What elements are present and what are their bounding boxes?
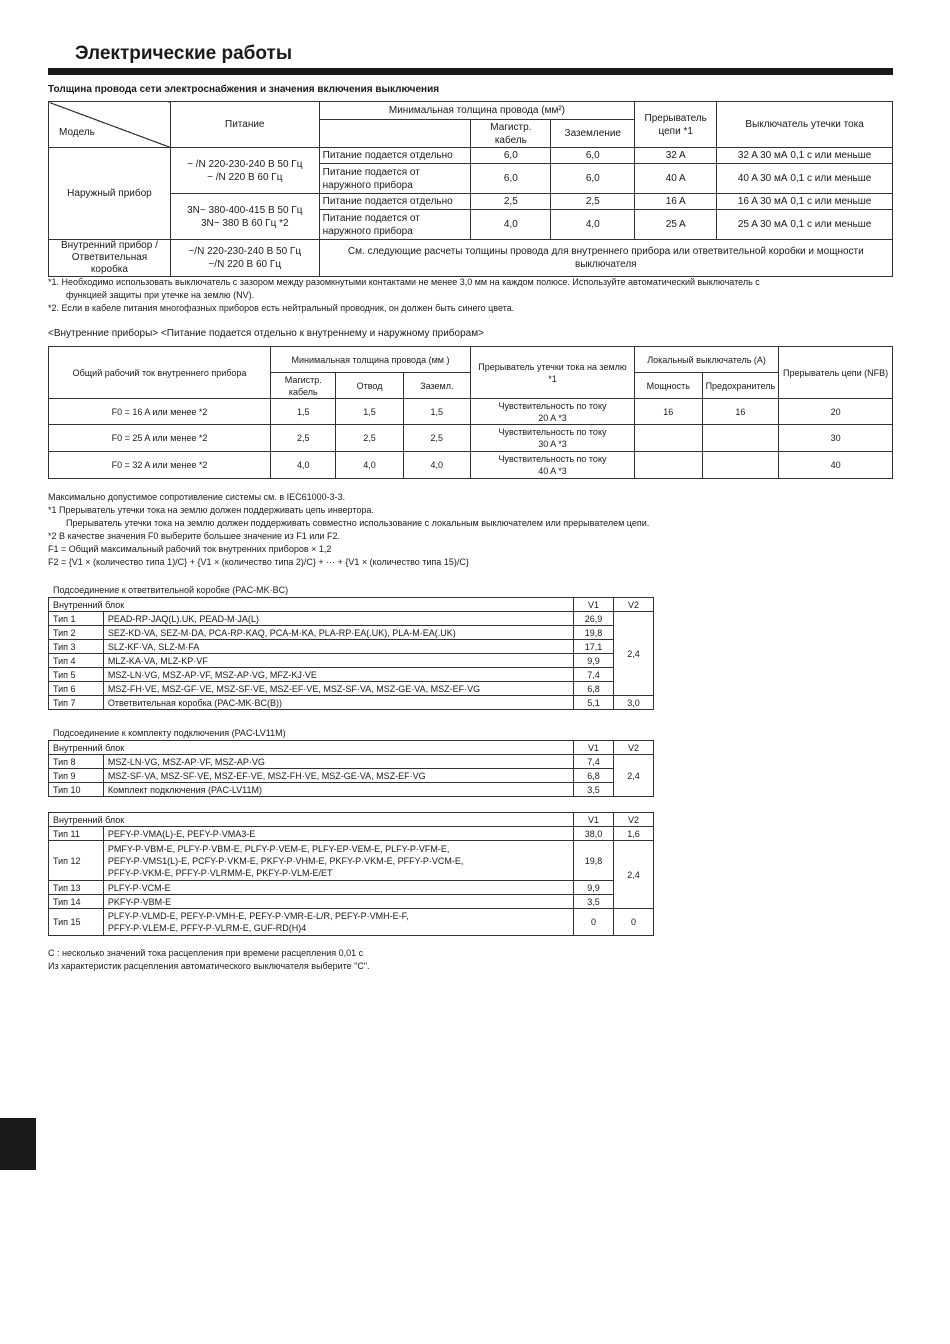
v2-cell: 0	[614, 909, 654, 936]
capacity-value: 16	[634, 399, 702, 425]
title-rule	[48, 68, 893, 75]
type-cell: Тип 8	[49, 755, 104, 769]
type-cell: Тип 7	[49, 696, 104, 710]
unit-header: Внутренний блок	[49, 741, 574, 755]
branch-value: 4,0	[336, 452, 403, 479]
leak-value: Чувствительность по току 40 A *3	[470, 452, 634, 479]
v2-cell: 2,4	[614, 612, 654, 696]
power-3: ~/N 220-230-240 В 50 Гц ~/N 220 В 60 Гц	[170, 240, 319, 277]
connection-kit-table	[48, 740, 654, 797]
main-value: 4,0	[271, 452, 336, 479]
v2-header: V2	[614, 813, 654, 827]
v2-cell: 3,0	[614, 696, 654, 710]
unit-header: Внутренний блок	[49, 813, 574, 827]
supply-desc: Питание подается от наружного прибора	[319, 210, 471, 240]
fuse-header: Предохранитель	[702, 373, 779, 399]
v1-cell: 6,8	[574, 682, 614, 696]
note-line: Максимально допустимое сопротивление системы см. в IEC61000-3-3.	[48, 492, 346, 502]
v1-cell: 6,8	[574, 769, 614, 783]
leak-value: Чувствительность по току 30 A *3	[470, 425, 634, 452]
supply-desc: Питание подается от наружного прибора	[319, 164, 471, 194]
leak-value: 40 A 30 мА 0,1 с или меньше	[717, 164, 893, 194]
models-cell: MSZ-LN·VG, MSZ-AP·VF, MSZ-AP·VG, MFZ-KJ·VE	[103, 668, 573, 682]
models-cell: PEFY-P·VMA(L)-E, PEFY-P·VMA3-E	[103, 827, 573, 841]
main-value: 2,5	[471, 194, 551, 210]
type-cell: Тип 2	[49, 626, 104, 640]
models-cell: Комплект подключения (PAC-LV11M)	[103, 783, 573, 797]
f0-value: F0 = 25 A или менее *2	[49, 425, 271, 452]
page-edge-tab	[0, 1118, 36, 1170]
v1-cell: 0	[574, 909, 614, 936]
note-line: *2 В качестве значения F0 выберите большее значение из F1 или F2.	[48, 531, 341, 541]
v1-cell: 7,4	[574, 755, 614, 769]
min-thickness-header: Минимальная толщина провода (мм²)	[319, 102, 635, 120]
table1-notes	[48, 276, 893, 315]
ground-value: 2,5	[403, 425, 470, 452]
nfb-value: 20	[779, 399, 893, 425]
branch-value: 1,5	[336, 399, 403, 425]
min-thickness-header: Минимальная толщина провода (мм )	[271, 347, 471, 373]
v2-header: V2	[614, 598, 654, 612]
power-2: 3N~ 380-400-415 В 50 Гц 3N~ 380 В 60 Гц *2	[170, 194, 319, 240]
models-cell: MSZ-LN·VG, MSZ-AP·VF, MSZ-AP·VG	[103, 755, 573, 769]
power-1: ~ /N 220-230-240 В 50 Гц ~ /N 220 В 60 Гц	[170, 148, 319, 194]
note-line: *1 Прерыватель утечки тока на землю должен поддерживать цепь инвертора.	[48, 505, 374, 515]
model-header: Модель	[49, 102, 171, 148]
main-value: 6,0	[471, 148, 551, 164]
main-value: 1,5	[271, 399, 336, 425]
capacity-value	[634, 452, 702, 479]
breaker-header: Прерыватель цепи *1	[635, 102, 717, 148]
type-cell: Тип 1	[49, 612, 104, 626]
main-cable-header: Магистр. кабель	[471, 120, 551, 148]
models-cell: PKFY-P·VBM-E	[103, 895, 573, 909]
v1-cell: 19,8	[574, 841, 614, 881]
nfb-value: 40	[779, 452, 893, 479]
type-cell: Тип 3	[49, 640, 104, 654]
models-cell: MSZ-FH·VE, MSZ-GF·VE, MSZ-SF·VE, MSZ-EF·VE, MSZ-SF·VA, MSZ-GE·VA, MSZ-EF·VG	[103, 682, 573, 696]
power-supply-table	[48, 101, 893, 277]
breaker-value: 16 A	[635, 194, 717, 210]
models-cell: SEZ-KD·VA, SEZ-M·DA, PCA-RP·KAQ, PCA-M·KA, PLA-RP·EA(.UK), PLA-M·EA(.UK)	[103, 626, 573, 640]
v1-cell: 7,4	[574, 668, 614, 682]
power-header: Питание	[170, 102, 319, 148]
type-cell: Тип 9	[49, 769, 104, 783]
ground-value: 1,5	[403, 399, 470, 425]
supply-desc: Питание подается отдельно	[319, 194, 471, 210]
v1-header: V1	[574, 741, 614, 755]
nfb-value: 30	[779, 425, 893, 452]
nfb-header: Прерыватель цепи (NFB)	[779, 347, 893, 399]
page-title: Электрические работы	[75, 43, 293, 64]
leak-value: Чувствительность по току 20 A *3	[470, 399, 634, 425]
outdoor-unit-cell: Наружный прибор	[49, 148, 171, 240]
models-cell: PMFY-P·VBM-E, PLFY-P·VBM-E, PLFY-P·VEM-E, PLFY-EP·VEM-E, PLFY-P·VFM-E, PEFY-P·VMS1(L)-E, PCFY-P·VKM-E, PKFY-P·VHM-E, PKFY-P·VKM-E, PFFY-P·VCM-E, PFFY-P·VKM-E, PFFY-P·VLRMM-E, PKFY-P·VLM-E/ET	[103, 841, 573, 881]
ground-header: Заземл.	[403, 373, 470, 399]
models-cell: PEAD-RP·JAQ(L).UK, PEAD-M·JA(L)	[103, 612, 573, 626]
indoor-block-table	[48, 812, 654, 936]
leak-breaker-header: Прерыватель утечки тока на землю *1	[470, 347, 634, 399]
breaker-value: 32 A	[635, 148, 717, 164]
ground-value: 4,0	[403, 452, 470, 479]
leak-value: 25 A 30 мА 0,1 с или меньше	[717, 210, 893, 240]
leak-value: 16 A 30 мА 0,1 с или меньше	[717, 194, 893, 210]
type-cell: Тип 14	[49, 895, 104, 909]
models-cell: Ответвительная коробка (PAC-MK·BC(B))	[103, 696, 573, 710]
main-value: 6,0	[471, 164, 551, 194]
v2-cell: 2,4	[614, 755, 654, 797]
type-cell: Тип 4	[49, 654, 104, 668]
v1-cell: 3,5	[574, 783, 614, 797]
blank-cell	[319, 120, 471, 148]
footer-notes	[48, 947, 370, 973]
models-cell: PLFY-P·VLMD-E, PEFY-P·VMH-E, PEFY-P·VMR-E-L/R, PEFY-P·VMH-E-F, PFFY-P·VLEM-E, PFFY-P·VLRM-E, GUF-RD(H)4	[103, 909, 573, 936]
local-switch-header: Локальный выключатель (A)	[634, 347, 778, 373]
total-current-header: Общий рабочий ток внутреннего прибора	[49, 347, 271, 399]
branch-box-table	[48, 597, 654, 710]
type-cell: Тип 12	[49, 841, 104, 881]
type-cell: Тип 15	[49, 909, 104, 936]
branch-header: Отвод	[336, 373, 403, 399]
type-cell: Тип 13	[49, 881, 104, 895]
ground-header: Заземление	[551, 120, 635, 148]
ground-value: 2,5	[551, 194, 635, 210]
note-line: C : несколько значений тока расцепления при времени расцепления 0,01 с	[48, 948, 364, 958]
note-line: функцией защиты при утечке на землю (NV).	[66, 290, 255, 300]
note-line: Прерыватель утечки тока на землю должен поддерживать совместно использование с локальным выключателем или прерывателем цепи.	[66, 518, 650, 528]
models-cell: MSZ-SF·VA, MSZ-SF·VE, MSZ-EF·VE, MSZ-FH·VE, MSZ-GE·VA, MSZ-EF·VG	[103, 769, 573, 783]
note-line: *1. Необходимо использовать выключатель с зазором между разомкнутыми контактами не менее 3,0 мм на каждом полюсе. Используйте автоматический выключатель с	[48, 277, 760, 287]
note-line: F2 = {V1 × (количество типа 1)/C} + {V1 × (количество типа 2)/C} + ··· + {V1 × (количество типа 15)/C}	[48, 557, 469, 567]
v2-header: V2	[614, 741, 654, 755]
v1-cell: 5,1	[574, 696, 614, 710]
leak-value: 32 A 30 мА 0,1 с или меньше	[717, 148, 893, 164]
v1-cell: 19,8	[574, 626, 614, 640]
branch-value: 2,5	[336, 425, 403, 452]
table1-caption: Толщина провода сети электроснабжения и значения включения выключения	[48, 84, 440, 95]
models-cell: SLZ-KF·VA, SLZ-M·FA	[103, 640, 573, 654]
models-cell: MLZ-KA·VA, MLZ-KP·VF	[103, 654, 573, 668]
ground-value: 4,0	[551, 210, 635, 240]
indoor-heading: <Внутренние приборы> <Питание подается отдельно к внутреннему и наружному приборам>	[48, 328, 484, 339]
v2-cell: 1,6	[614, 827, 654, 841]
v1-cell: 38,0	[574, 827, 614, 841]
note-line: F1 = Общий максимальный рабочий ток внутренних приборов × 1,2	[48, 544, 332, 554]
type-cell: Тип 6	[49, 682, 104, 696]
models-cell: PLFY-P·VCM-E	[103, 881, 573, 895]
fuse-value	[702, 425, 779, 452]
breaker-value: 25 A	[635, 210, 717, 240]
leak-header: Выключатель утечки тока	[717, 102, 893, 148]
breaker-value: 40 A	[635, 164, 717, 194]
main-value: 2,5	[271, 425, 336, 452]
v1-cell: 17,1	[574, 640, 614, 654]
supply-desc: Питание подается отдельно	[319, 148, 471, 164]
fuse-value	[702, 452, 779, 479]
note-line: Из характеристик расцепления автоматического выключателя выберите "C".	[48, 961, 370, 971]
f0-value: F0 = 32 A или менее *2	[49, 452, 271, 479]
v1-cell: 3,5	[574, 895, 614, 909]
main-value: 4,0	[471, 210, 551, 240]
v1-cell: 26,9	[574, 612, 614, 626]
capacity-value	[634, 425, 702, 452]
type-cell: Тип 11	[49, 827, 104, 841]
indoor-unit-cell: Внутренний прибор / Ответвительная коробка	[49, 240, 171, 277]
v1-header: V1	[574, 813, 614, 827]
v1-header: V1	[574, 598, 614, 612]
main-cable-header: Магистр. кабель	[271, 373, 336, 399]
v1-cell: 9,9	[574, 881, 614, 895]
fuse-value: 16	[702, 399, 779, 425]
see-calculation-note: См. следующие расчеты толщины провода для внутреннего прибора или ответвительной коробки и мощности выключателя	[319, 240, 892, 277]
f0-value: F0 = 16 A или менее *2	[49, 399, 271, 425]
type-cell: Тип 5	[49, 668, 104, 682]
v1-cell: 9,9	[574, 654, 614, 668]
connection-kit-caption: Подсоединение к комплекту подключения (PAC-LV11M)	[53, 728, 286, 738]
ground-value: 6,0	[551, 164, 635, 194]
branch-box-caption: Подсоединение к ответвительной коробке (PAC-MK·BC)	[53, 585, 289, 595]
indoor-units-table	[48, 346, 893, 479]
ground-value: 6,0	[551, 148, 635, 164]
unit-header: Внутренний блок	[49, 598, 574, 612]
type-cell: Тип 10	[49, 783, 104, 797]
table2-notes	[48, 491, 649, 569]
note-line: *2. Если в кабеле питания многофазных приборов есть нейтральный проводник, он должен быть синего цвета.	[48, 303, 515, 313]
capacity-header: Мощность	[634, 373, 702, 399]
v2-cell: 2,4	[614, 841, 654, 909]
